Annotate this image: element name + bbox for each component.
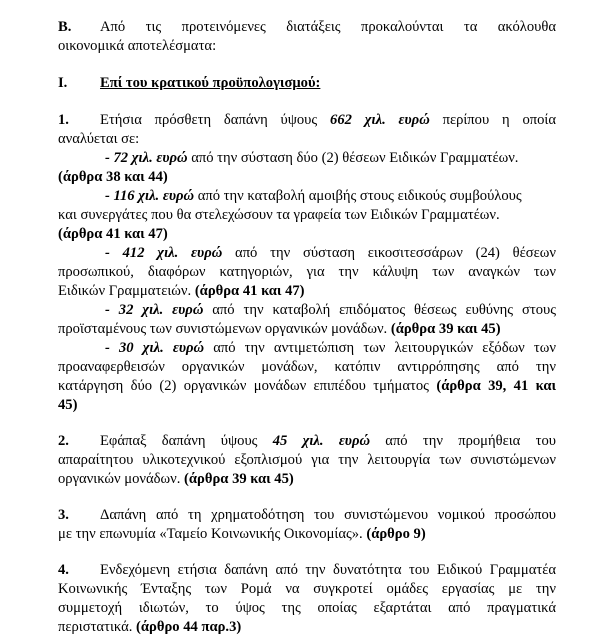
item-2-text-3: οργανικών μονάδων. — [58, 471, 185, 487]
item-4-reference: (άρθρο 44 παρ.3) — [136, 619, 242, 635]
bullet-1 — [105, 149, 556, 168]
bullet-5-line-2: προαναφερθεισών οργανικών μονάδων, κατόπιν αντιρρόπησης από την — [58, 359, 556, 375]
item-2-line-3 — [58, 470, 556, 489]
item-3-reference: (άρθρο 9) — [366, 526, 426, 542]
bullet-3 — [105, 244, 556, 263]
item-2-reference: (άρθρα 39 και 45) — [184, 471, 294, 487]
section-letter: B. — [58, 19, 72, 35]
item-3-line-1: Δαπάνη από τη χρηματοδότηση του συνιστώμενου νομικού προσώπου — [100, 507, 556, 523]
bullet-5-text: από την αντιμετώπιση των λειτουργικών εξόδων των — [204, 340, 556, 356]
item-1-text-a: Ετήσια πρόσθετη δαπάνη ύψους — [100, 112, 331, 128]
item-4-number: 4. — [58, 562, 69, 578]
item-2-line-2: απαραίτητου υλικοτεχνικού εξοπλισμού για την λειτουργία των συνιστώμενων — [58, 452, 556, 468]
bullet-5-amount: - 30 χιλ. ευρώ — [105, 340, 205, 356]
bullet-4-reference: (άρθρα 39 και 45) — [390, 321, 501, 337]
bullet-2 — [105, 187, 556, 206]
bullet-1-reference: (άρθρα 38 και 44) — [58, 169, 168, 185]
bullet-3-reference: (άρθρα 41 και 47) — [194, 283, 305, 299]
item-3-line-2 — [58, 525, 556, 544]
item-4-line-2: Κοινωνικής Ένταξης των Ρομά να συγκροτεί ομάδες εργασίας με την — [58, 581, 556, 597]
bullet-4-line-2 — [58, 320, 556, 339]
bullet-5-text-3: κατάργηση δύο (2) οργανικών μονάδων επιπέδου τμήματος — [58, 378, 437, 394]
bullet-5-line-3 — [58, 377, 556, 396]
bullet-1-text: από την σύσταση δύο (2) θέσεων Ειδικών Γραμματέων. — [187, 150, 519, 166]
item-2-text-c: από την προμήθεια του — [370, 433, 556, 449]
item-4-line-3: συμμετοχή ιδιωτών, το ύψος της οποίας εξαρτάται από πραγματικά — [58, 600, 556, 616]
item-2-number: 2. — [58, 433, 69, 449]
item-1-line-2: αναλύεται σε: — [58, 131, 140, 147]
section-heading: Επί του κρατικού προϋπολογισμού: — [100, 75, 321, 91]
bullet-3-amount: - 412 χιλ. ευρώ — [105, 245, 223, 261]
item-4-line-1: Ενδεχόμενη ετήσια δαπάνη από την δυνατότητα του Ειδικού Γραμματέα — [100, 562, 556, 578]
item-3-number: 3. — [58, 507, 69, 523]
bullet-5-reference: (άρθρα 39, 41 και — [436, 378, 556, 394]
bullet-2-text: από την καταβολή αμοιβής στους ειδικούς συμβούλους — [194, 188, 522, 204]
bullet-1-amount: - 72 χιλ. ευρώ — [105, 150, 188, 166]
bullet-3-line-3 — [58, 282, 556, 301]
item-4-text-4: περιστατικά. — [58, 619, 137, 635]
item-1-text-c: περίπου η οποία — [429, 112, 556, 128]
bullet-4 — [105, 301, 556, 320]
item-1-amount: 662 χιλ. ευρώ — [330, 112, 430, 128]
item-2-amount: 45 χιλ. ευρώ — [272, 433, 371, 449]
item-1-line-1 — [100, 111, 556, 130]
item-4-line-4 — [58, 618, 556, 637]
section-b-line-1: Από τις προτεινόμενες διατάξεις προκαλούνται τα ακόλουθα — [100, 19, 556, 35]
section-b-line-2: οικονομικά αποτελέσματα: — [58, 38, 217, 54]
bullet-4-text-2: προϊσταμένους των συνιστώμενων οργανικών μονάδων. — [58, 321, 391, 337]
bullet-3-text-3: Ειδικών Γραμματειών. — [58, 283, 195, 299]
bullet-3-text: από την σύσταση εικοσιτεσσάρων (24) θέσεων — [222, 245, 556, 261]
bullet-3-line-2: προσωπικού, διαφόρων κατηγοριών, για την κάλυψη των αναγκών των — [58, 264, 556, 280]
section-numeral: I. — [58, 75, 68, 91]
bullet-5-reference-end: 45) — [58, 397, 78, 413]
item-2-text-a: Εφάπαξ δαπάνη ύψους — [100, 433, 273, 449]
item-1-number: 1. — [58, 112, 69, 128]
bullet-4-amount: - 32 χιλ. ευρώ — [105, 302, 204, 318]
bullet-4-text: από την καταβολή επιδόματος θέσεως ευθύνης στους — [203, 302, 556, 318]
item-2-line-1 — [100, 432, 556, 451]
bullet-2-reference: (άρθρα 41 και 47) — [58, 226, 168, 242]
bullet-2-line-2: και συνεργάτες που θα στελεχώσουν τα γραφεία των Ειδικών Γραμματέων. — [58, 207, 500, 223]
bullet-2-amount: - 116 χιλ. ευρώ — [105, 188, 195, 204]
bullet-5 — [105, 339, 556, 358]
item-3-text-2: με την επωνυμία «Ταμείο Κοινωνικής Οικονομίας». — [58, 526, 367, 542]
